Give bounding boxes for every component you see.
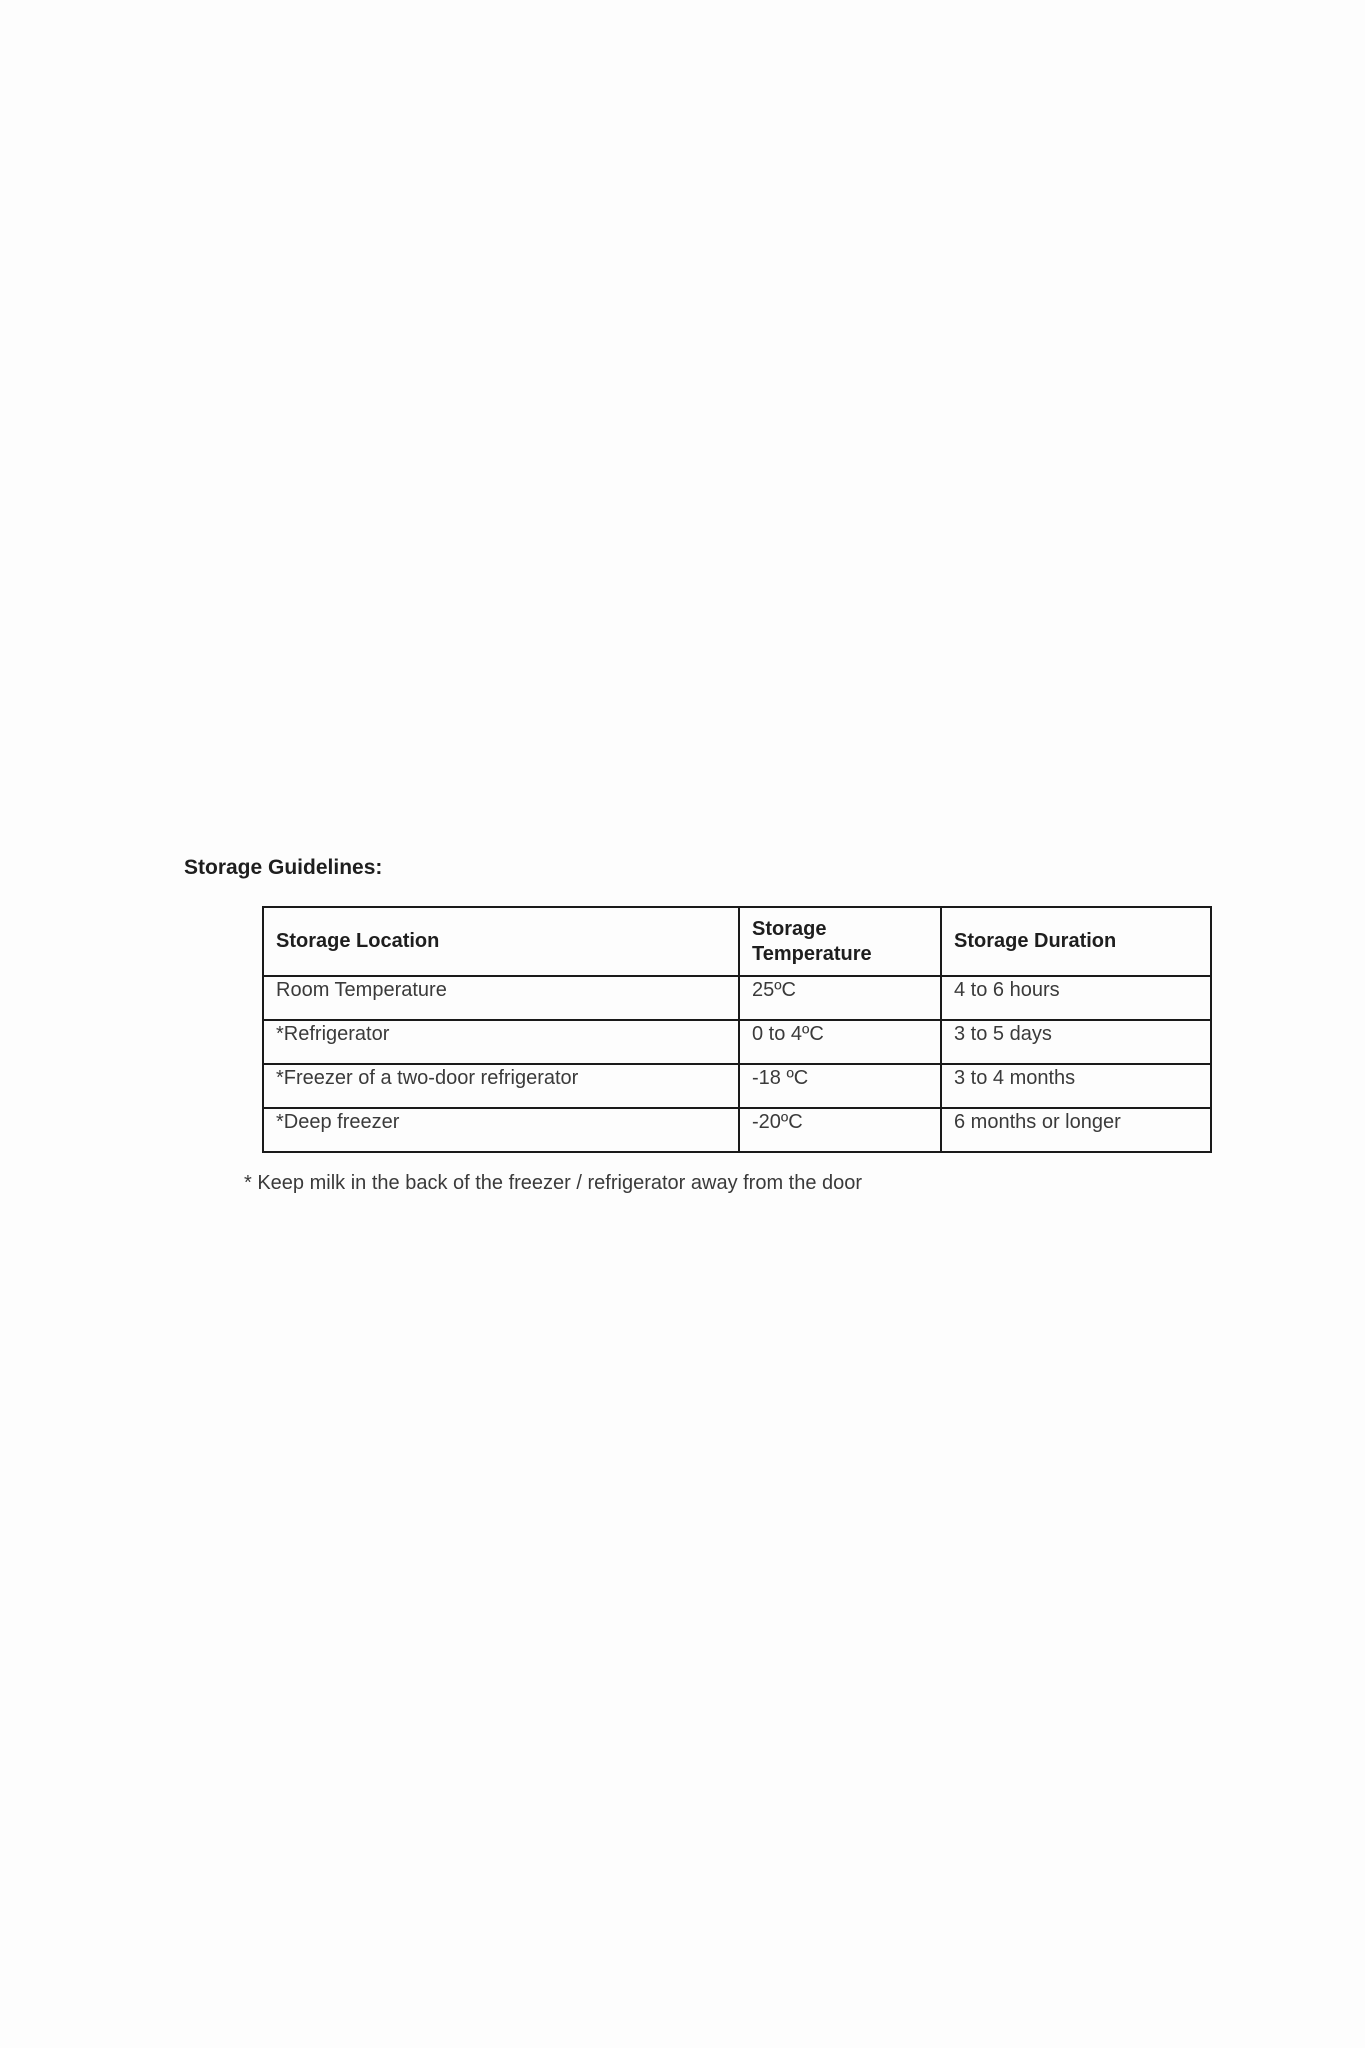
cell-duration: 3 to 4 months — [941, 1064, 1211, 1108]
cell-temperature: 25ºC — [739, 976, 941, 1020]
cell-duration: 3 to 5 days — [941, 1020, 1211, 1064]
cell-temperature: -20ºC — [739, 1108, 941, 1152]
cell-location: *Refrigerator — [263, 1020, 739, 1064]
table-row — [263, 1064, 1211, 1108]
header-storage-temperature: Storage Temperature — [739, 907, 941, 976]
cell-location: *Deep freezer — [263, 1108, 739, 1152]
table-row — [263, 1020, 1211, 1064]
cell-temperature: 0 to 4ºC — [739, 1020, 941, 1064]
cell-duration: 4 to 6 hours — [941, 976, 1211, 1020]
table-row — [263, 976, 1211, 1020]
header-storage-duration: Storage Duration — [941, 907, 1211, 976]
table-row — [263, 1108, 1211, 1152]
cell-location: *Freezer of a two-door refrigerator — [263, 1064, 739, 1108]
cell-duration: 6 months or longer — [941, 1108, 1211, 1152]
header-storage-location: Storage Location — [263, 907, 739, 976]
cell-temperature: -18 ºC — [739, 1064, 941, 1108]
footnote: * Keep milk in the back of the freezer / refrigerator away from the door — [244, 1172, 863, 1194]
storage-guidelines-table — [262, 906, 1212, 1153]
table-header-row — [263, 907, 1211, 976]
section-heading: Storage Guidelines: — [184, 856, 383, 879]
cell-location: Room Temperature — [263, 976, 739, 1020]
